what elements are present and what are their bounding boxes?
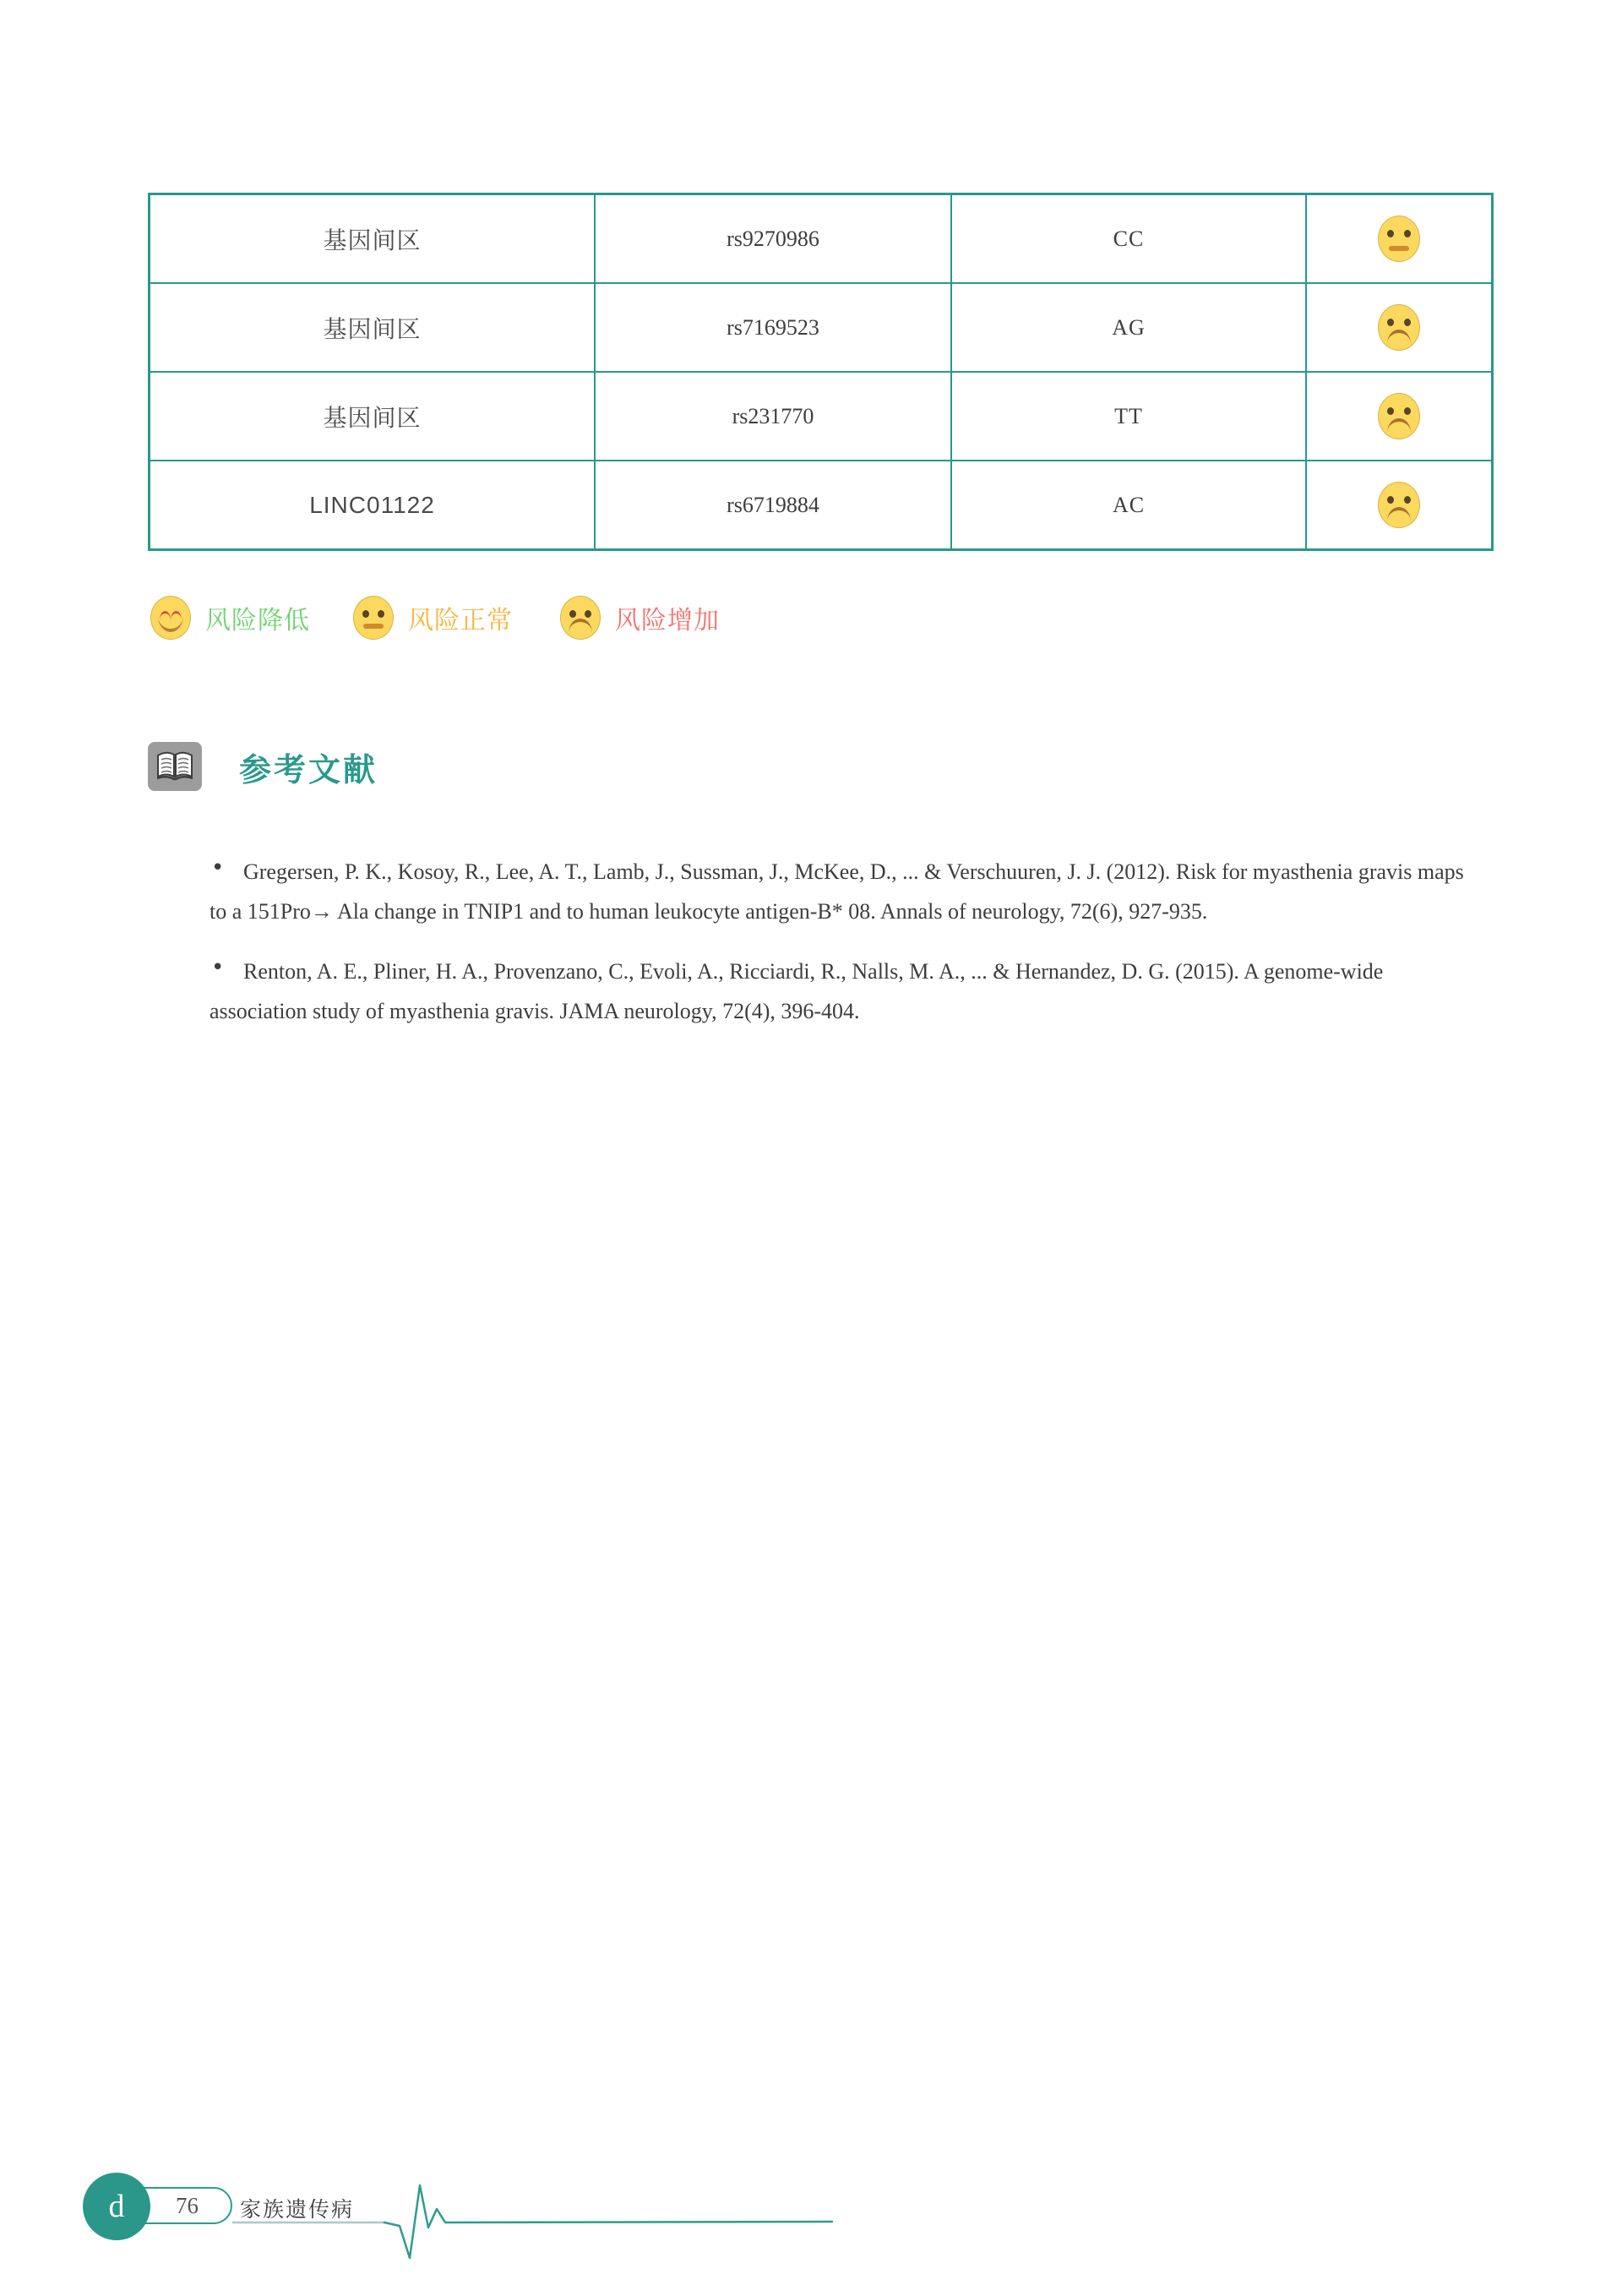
bullet-icon: • xyxy=(211,955,225,980)
corner-letter-badge xyxy=(83,2173,150,2240)
neutral-face-icon xyxy=(353,596,394,640)
corner-letter: d xyxy=(108,2189,125,2224)
references-title: 参考文献 xyxy=(239,752,378,788)
risk-face-icon xyxy=(1378,393,1420,439)
face-mouth xyxy=(1387,418,1411,433)
face-mouth xyxy=(1387,330,1411,344)
table-row xyxy=(150,283,1493,372)
face-mouth xyxy=(569,619,592,633)
risk-cell xyxy=(1306,194,1493,284)
genotype-cell: AC xyxy=(951,461,1306,550)
legend-item-risk-increased xyxy=(560,596,720,640)
rsid-cell: rs6719884 xyxy=(595,461,951,550)
risk-face-icon xyxy=(1378,482,1420,528)
legend-label: 风险降低 xyxy=(205,607,310,635)
reference-item xyxy=(210,852,1477,931)
risk-cell xyxy=(1306,461,1493,550)
risk-cell xyxy=(1306,283,1493,372)
heartbeat-line-icon xyxy=(232,2180,841,2273)
legend-label: 风险增加 xyxy=(615,607,720,635)
smile-face-icon xyxy=(150,596,191,640)
reference-list xyxy=(210,852,1477,1051)
rsid-cell: rs9270986 xyxy=(595,194,951,284)
risk-face-icon xyxy=(1378,215,1420,262)
face-mouth xyxy=(158,616,183,632)
reference-item xyxy=(210,952,1477,1031)
footer-section-label: 家族遗传病 xyxy=(240,2198,355,2222)
open-book-icon xyxy=(148,742,202,791)
reference-text: Renton, A. E., Pliner, H. A., Provenzano, C., Evoli, A., Ricciardi, R., Nalls, M. A., ... & Hernandez, D. G. (2015). A genome-wide association study of myasthenia gravis. JAMA neurology, 72(4), 396-404. xyxy=(210,959,1384,1023)
rsid-cell: rs231770 xyxy=(595,372,951,461)
risk-table xyxy=(148,193,1494,551)
table-row xyxy=(150,461,1493,550)
table-row xyxy=(150,194,1493,284)
gene-region-cell: 基因间区 xyxy=(150,372,596,461)
gene-region-cell: LINC01122 xyxy=(150,461,596,550)
bullet-icon: • xyxy=(211,855,225,881)
sad-face-icon xyxy=(560,596,601,640)
face-mouth xyxy=(363,624,384,629)
references-section-header xyxy=(148,742,378,791)
legend-item-risk-lower xyxy=(150,596,310,640)
genotype-cell: TT xyxy=(951,372,1306,461)
legend-label: 风险正常 xyxy=(408,607,513,635)
page-footer xyxy=(0,2163,1622,2296)
face-mouth xyxy=(1389,246,1409,251)
risk-cell xyxy=(1306,372,1493,461)
face-mouth xyxy=(1387,507,1411,521)
gene-region-cell: 基因间区 xyxy=(150,194,596,284)
genotype-cell: CC xyxy=(951,194,1306,284)
page-number: 76 xyxy=(176,2192,199,2218)
reference-text: Gregersen, P. K., Kosoy, R., Lee, A. T., Lamb, J., Sussman, J., McKee, D., ... & Verschuuren, J. J. (2012). Risk for myasthenia gravis maps to a 151Pro→ Ala change in TNIP1 and to human leukocyte antigen-B* 08. Annals of neurology, 72(6), 927-935. xyxy=(210,859,1464,924)
risk-legend xyxy=(0,596,1622,646)
genotype-cell: AG xyxy=(951,283,1306,372)
risk-face-icon xyxy=(1378,304,1420,351)
rsid-cell: rs7169523 xyxy=(595,283,951,372)
gene-region-cell: 基因间区 xyxy=(150,283,596,372)
table-row xyxy=(150,372,1493,461)
legend-item-risk-normal xyxy=(353,596,513,640)
